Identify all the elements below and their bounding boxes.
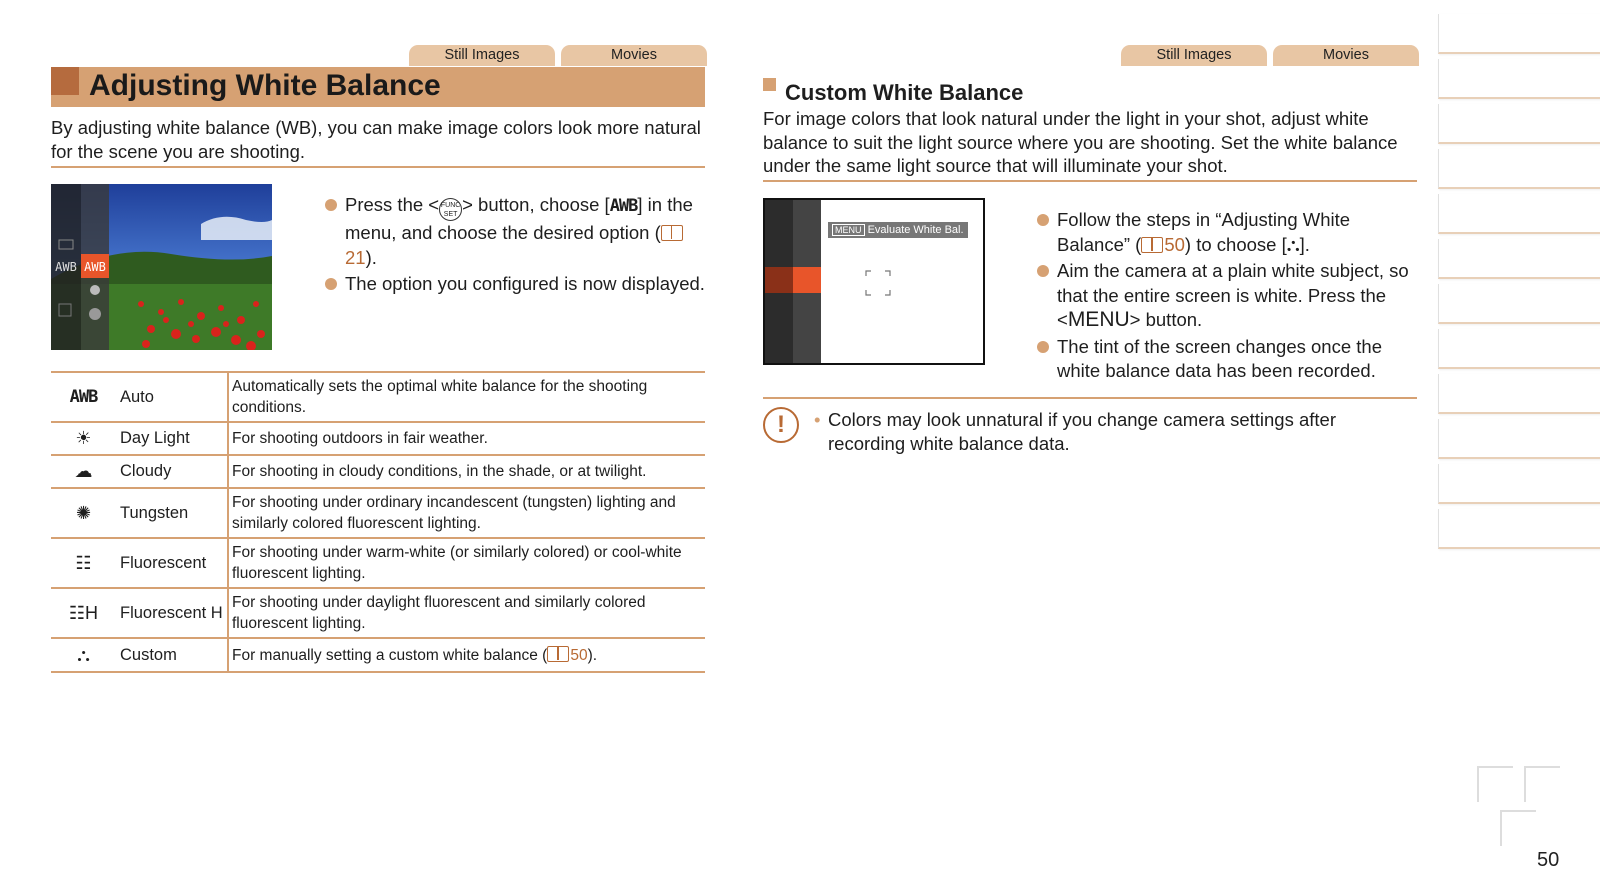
- custom-wb-icon: ⛬: [77, 644, 90, 665]
- screen-label: [828, 222, 968, 238]
- option-desc: For shooting under warm-white (or similarly colored) or cool-white fluorescent lighting.: [228, 538, 705, 588]
- next-page-button[interactable]: [1524, 766, 1560, 802]
- chapter-tab[interactable]: [1438, 329, 1600, 369]
- chapter-tab[interactable]: [1438, 419, 1600, 459]
- list-item: [1037, 208, 1417, 257]
- caution-icon: !: [763, 407, 799, 443]
- chapter-tab[interactable]: [1438, 194, 1600, 234]
- table-row: [51, 422, 705, 455]
- awb-icon: AWB: [609, 196, 638, 216]
- page-ref-link[interactable]: 21: [345, 246, 366, 268]
- func-set-button-icon: FUNC SET: [439, 198, 462, 221]
- option-desc: For shooting in cloudy conditions, in the shade, or at twilight.: [228, 455, 705, 488]
- prev-page-button[interactable]: [1477, 766, 1513, 802]
- screen-label-text: Evaluate White Bal.: [867, 224, 964, 236]
- option-name: Auto: [116, 372, 228, 422]
- option-desc: For shooting outdoors in fair weather.: [228, 422, 705, 455]
- table-row: [51, 588, 705, 638]
- page-title-bar: [51, 67, 705, 107]
- table-row: [51, 638, 705, 672]
- bullet-icon: [325, 199, 337, 211]
- title-square-icon: [51, 67, 79, 95]
- tab-still-images[interactable]: Still Images: [1121, 45, 1267, 66]
- chapter-tab[interactable]: [1438, 59, 1600, 99]
- tab-movies[interactable]: Movies: [1273, 45, 1419, 66]
- back-button[interactable]: [1500, 810, 1536, 846]
- tab-movies[interactable]: Movies: [561, 45, 707, 66]
- tungsten-icon: ✺: [75, 502, 92, 523]
- divider: [763, 180, 1417, 182]
- book-icon: [547, 646, 569, 662]
- daylight-icon: ☀: [75, 428, 92, 448]
- photo-menu-awb-left: AWB: [55, 260, 77, 274]
- desc-text: For manually setting a custom white balance (: [232, 646, 548, 664]
- left-steps: [325, 193, 710, 299]
- chapter-tab[interactable]: [1438, 509, 1600, 549]
- chapter-tab[interactable]: [1438, 284, 1600, 324]
- page-ref-link[interactable]: 50: [1164, 233, 1185, 255]
- list-item: [1037, 335, 1417, 384]
- chapter-tab[interactable]: [1438, 14, 1600, 54]
- step-text: > button.: [1129, 309, 1203, 330]
- chapter-tab[interactable]: [1438, 374, 1600, 414]
- book-icon: [661, 225, 683, 241]
- bullet-icon: [1037, 341, 1049, 353]
- page-title: Adjusting White Balance: [89, 69, 441, 102]
- step-text: ).: [365, 246, 377, 268]
- option-name: Custom: [116, 638, 228, 672]
- menu-key-icon: MENU: [832, 224, 865, 236]
- section-heading: Custom White Balance: [785, 80, 1024, 105]
- table-row: [51, 372, 705, 422]
- option-name: Fluorescent H: [116, 588, 228, 638]
- list-item: [325, 272, 710, 297]
- list-item: [325, 193, 710, 270]
- table-row: [51, 455, 705, 488]
- chapter-tab[interactable]: [1438, 239, 1600, 279]
- photo-menu-awb-selected: AWB: [84, 260, 106, 274]
- right-mode-tabs: [1121, 45, 1419, 66]
- step-text: The option you configured is now displayed.: [345, 273, 705, 294]
- bullet-icon: [325, 278, 337, 290]
- step-text: Aim the camera at a plain white subject, so that the entire screen is white. Press the <: [1057, 260, 1409, 330]
- step-text: ) to choose [: [1184, 233, 1287, 255]
- option-name: Fluorescent: [116, 538, 228, 588]
- tab-still-images[interactable]: Still Images: [409, 45, 555, 66]
- chapter-index-tabs: [1438, 14, 1600, 554]
- camera-screen: [763, 198, 985, 365]
- awb-icon: AWB: [69, 387, 98, 407]
- custom-wb-icon: ⛬: [1286, 233, 1300, 255]
- left-intro: By adjusting white balance (WB), you can make image colors look more natural for the scene you are shooting.: [51, 117, 701, 162]
- divider: [51, 166, 705, 168]
- fluorescent-h-icon: ☷H: [68, 602, 99, 623]
- option-desc: [228, 638, 705, 672]
- option-name: Day Light: [116, 422, 228, 455]
- wb-options-table: [51, 371, 705, 673]
- left-mode-tabs: [409, 45, 707, 66]
- step-text: ] in the menu, and choose the desired option (: [345, 194, 693, 243]
- cloudy-icon: ☁: [74, 461, 93, 481]
- chapter-tab[interactable]: [1438, 464, 1600, 504]
- divider: [763, 397, 1417, 399]
- option-desc: Automatically sets the optimal white balance for the shooting conditions.: [228, 372, 705, 422]
- heading-square-icon: [763, 78, 776, 91]
- right-intro: For image colors that look natural under the light in your shot, adjust white balance to suit the light source where you are shooting. Set the white balance under the same light source that will illuminate your shot.: [763, 108, 1398, 176]
- step-text: Follow the steps in “Adjusting White Balance” (: [1057, 209, 1351, 255]
- book-icon: [1141, 237, 1163, 253]
- desc-text: ).: [587, 646, 598, 664]
- page-number: 50: [1537, 849, 1560, 871]
- wb-menu-photo: [51, 184, 272, 350]
- note-text: • Colors may look unnatural if you change camera settings after recording white balance data.: [814, 408, 1414, 456]
- bullet-icon: [1037, 214, 1049, 226]
- fluorescent-icon: ☷: [75, 552, 92, 573]
- step-text: > button, choose [: [462, 194, 610, 215]
- option-desc: For shooting under ordinary incandescent (tungsten) lighting and similarly colored fluorescent lighting.: [228, 488, 705, 538]
- option-name: Cloudy: [116, 455, 228, 488]
- table-row: [51, 488, 705, 538]
- bullet-icon: [1037, 265, 1049, 277]
- option-name: Tungsten: [116, 488, 228, 538]
- focus-frame-icon: [865, 270, 891, 296]
- chapter-tab[interactable]: [1438, 149, 1600, 189]
- step-text: Press the <: [345, 194, 440, 215]
- chapter-tab[interactable]: [1438, 104, 1600, 144]
- step-text: The tint of the screen changes once the white balance data has been recorded.: [1057, 335, 1382, 381]
- option-desc: For shooting under daylight fluorescent and similarly colored fluorescent lighting.: [228, 588, 705, 638]
- caution-note: [814, 408, 1414, 456]
- page-ref-link[interactable]: 50: [570, 646, 588, 664]
- step-text: ].: [1299, 233, 1310, 255]
- table-row: [51, 538, 705, 588]
- right-steps: [1037, 208, 1417, 386]
- list-item: [1037, 259, 1417, 333]
- menu-button-label: MENU: [1067, 308, 1130, 331]
